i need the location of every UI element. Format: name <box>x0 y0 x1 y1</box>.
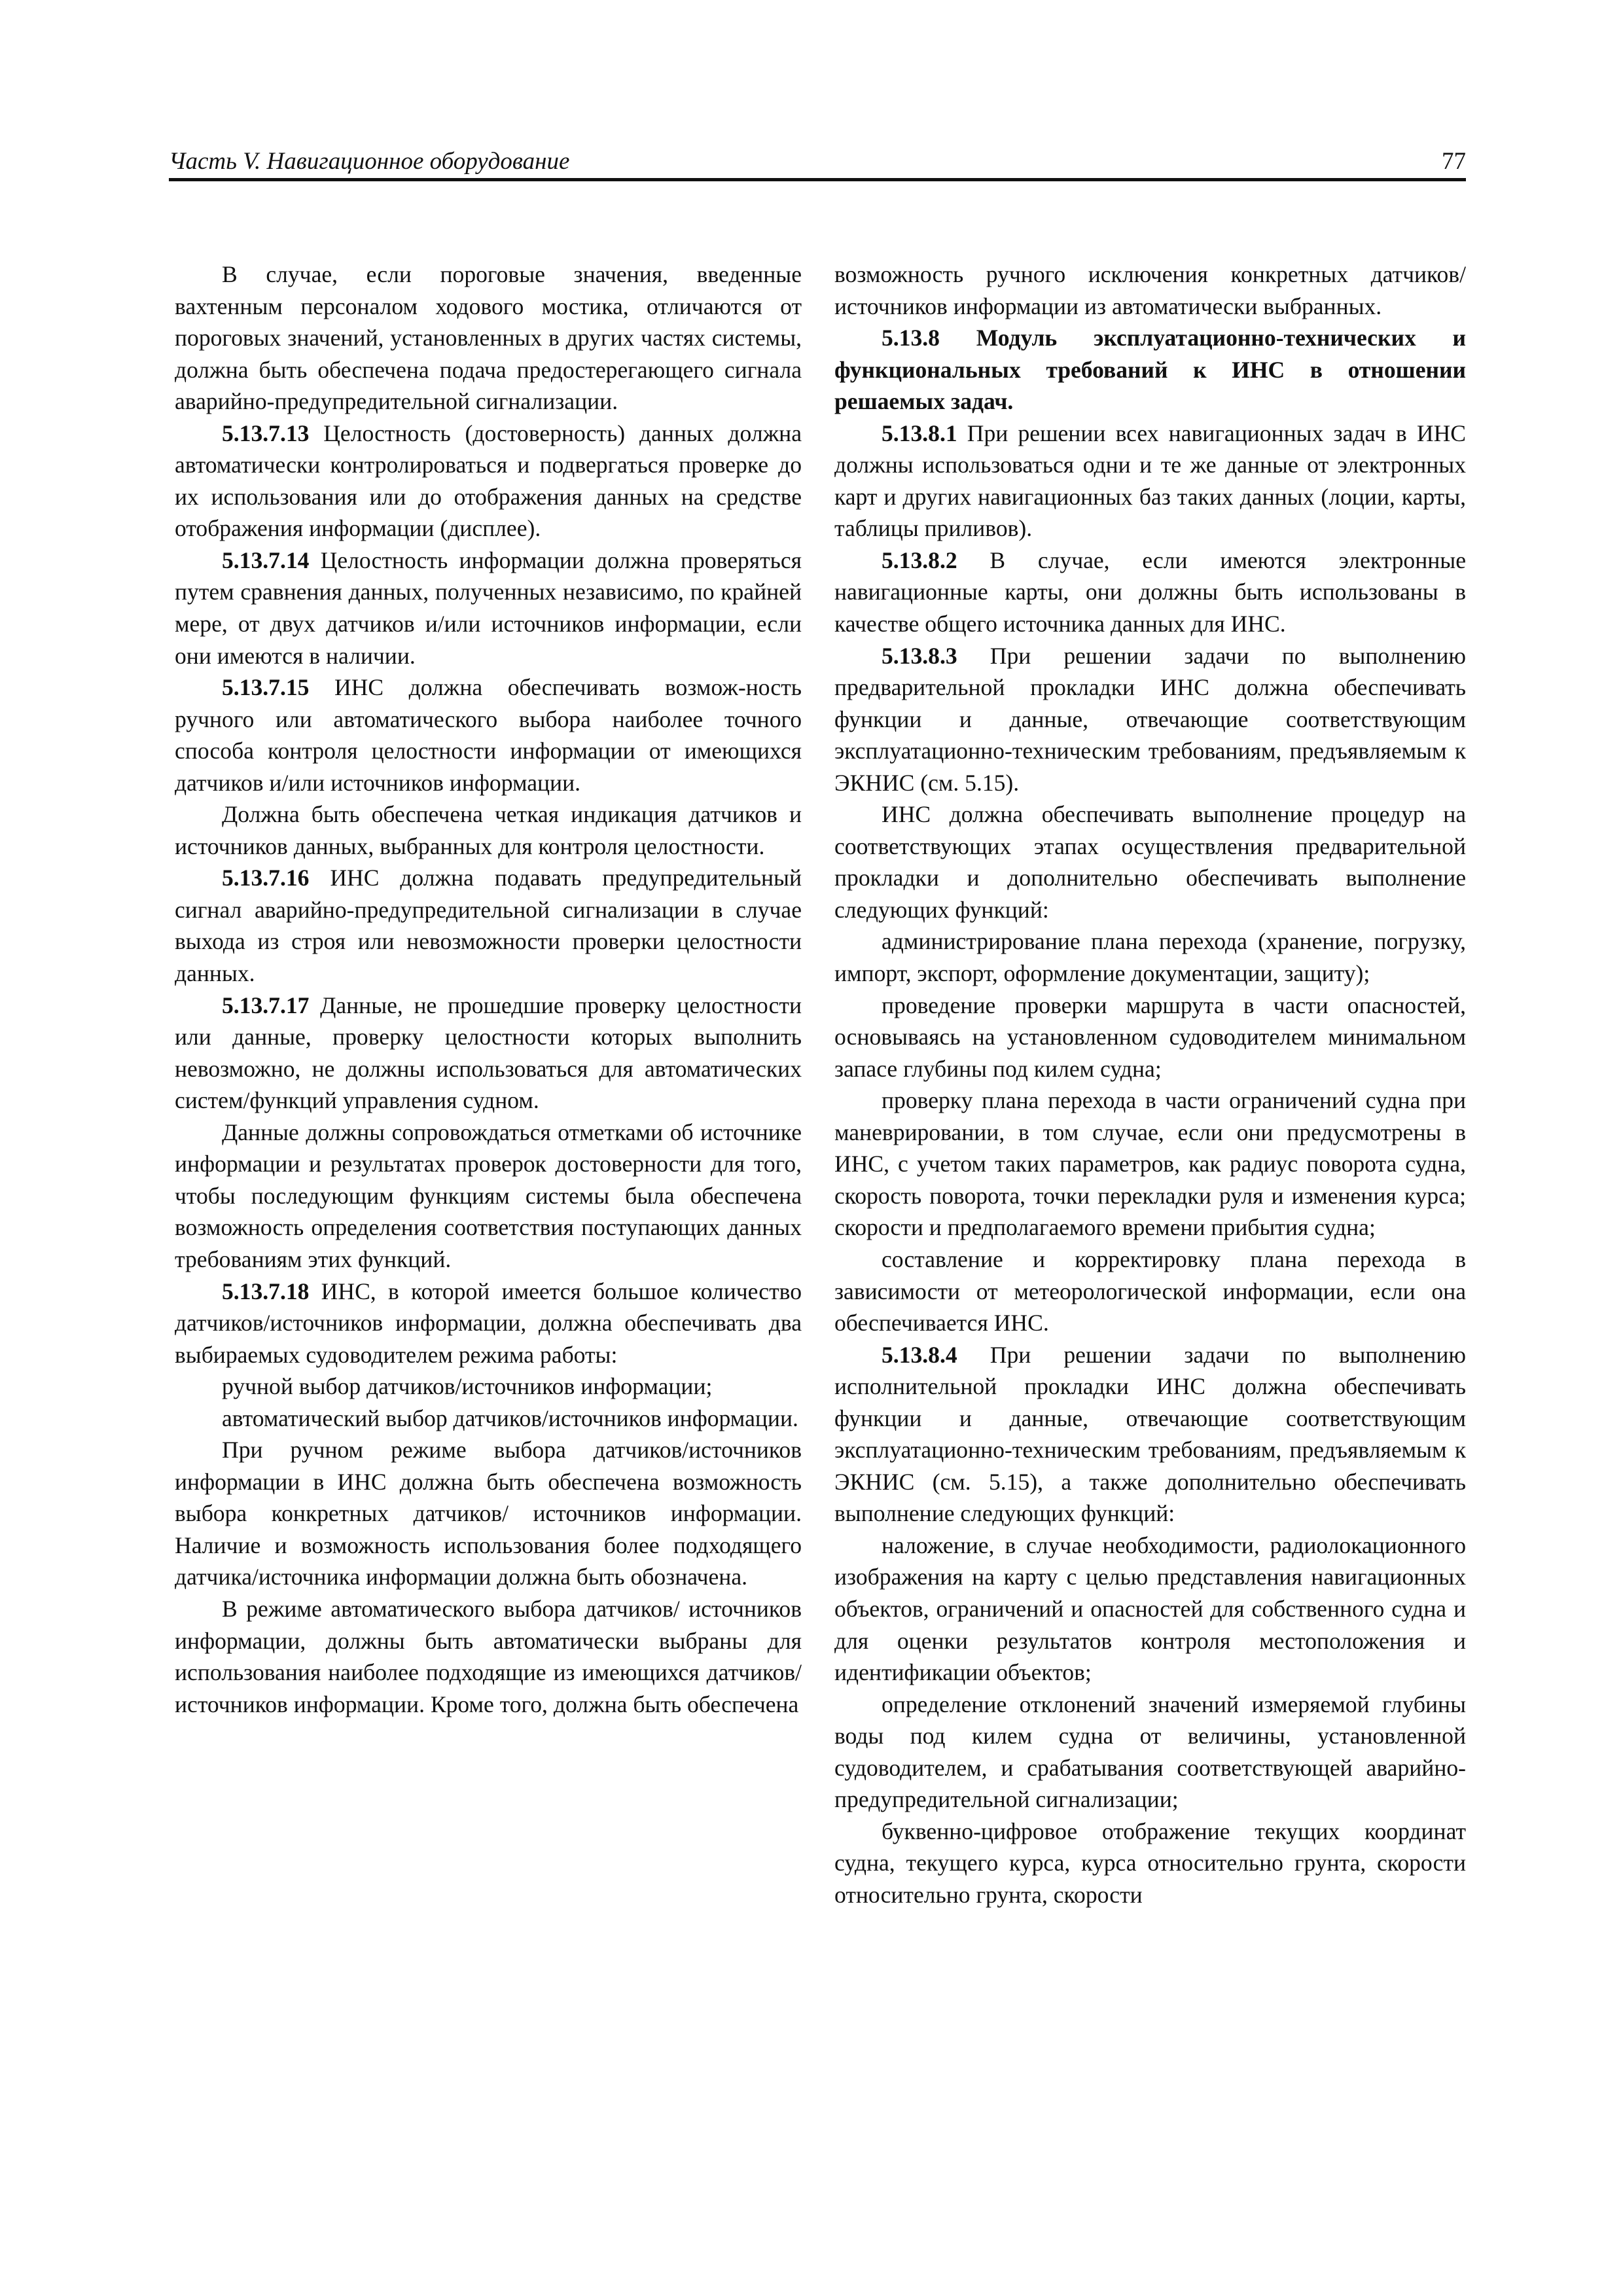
paragraph-text: Целостность информации должна проверяться путем сравнения данных, полученных независимо, по крайней мере, от двух датчиков и/или источников информации, если они имеются в наличии. <box>175 547 802 669</box>
paragraph-text: В случае, если имеются электронные навигационные карты, они должны быть использованы в качестве общего источника данных для ИНС. <box>834 547 1466 637</box>
section-heading-text: Модуль эксплуатационно-технических и функциональных требований к ИНС в отношении решаемых задач. <box>834 325 1466 415</box>
paragraph <box>834 640 1466 799</box>
paragraph <box>175 1403 802 1435</box>
section-number: 5.13.8.3 <box>882 642 957 669</box>
section-number: 5.13.7.14 <box>222 547 310 573</box>
paragraph <box>834 545 1466 640</box>
paragraph-text: В режиме автоматического выбора датчиков/ источников информации, должны быть автоматически выбраны для использования наиболее подходящие из имеющихся датчиков/источников информации. Кроме того, должна быть обеспечена <box>175 1595 802 1717</box>
paragraph <box>834 798 1466 925</box>
paragraph-text: администрирование плана перехода (хранение, погрузку, импорт, экспорт, оформление документации, защиту); <box>834 928 1466 987</box>
paragraph-text: определение отклонений значений измеряемой глубины воды под килем судна от величины, установленной судоводителем, и срабатывания соответствующей аварийно-предупредительной сигнализации; <box>834 1691 1466 1813</box>
paragraph-text: наложение, в случае необходимости, радиолокационного изображения на карту с целью представления навигационных объектов, ограничений и опасностей для собственного судна и для оценки результатов контроля местоположения и идентификации объектов; <box>834 1532 1466 1686</box>
paragraph-text: Данные, не прошедшие проверку целостности или данные, проверку целостности которых выполнить невозможно, не должны использоваться для автоматических систем/функций управления судном. <box>175 992 802 1114</box>
paragraph-text: ИНС, в которой имеется большое количество датчиков/источников информации, должна обеспечивать два выбираемых судоводителем режима работы: <box>175 1278 802 1368</box>
paragraph <box>175 1371 802 1403</box>
paragraph-text: составление и корректировку плана перехода в зависимости от метеорологической информации, если она обеспечивается ИНС. <box>834 1246 1466 1336</box>
section-number: 5.13.8 <box>882 325 940 351</box>
paragraph <box>834 1244 1466 1339</box>
paragraph <box>834 1530 1466 1689</box>
paragraph <box>175 990 802 1117</box>
paragraph-text: буквенно-цифровое отображение текущих координат судна, текущего курса, курса относительно грунта, скорости относительно грунта, скорости <box>834 1818 1466 1908</box>
paragraph <box>834 1816 1466 1911</box>
section-number: 5.13.7.18 <box>222 1278 310 1304</box>
paragraph-text: Должна быть обеспечена четкая индикация датчиков и источников данных, выбранных для контроля целостности. <box>175 801 802 859</box>
paragraph <box>175 798 802 862</box>
paragraph <box>834 322 1466 418</box>
paragraph <box>834 990 1466 1085</box>
paragraph-text: проведение проверки маршрута в части опасностей, основываясь на установленном судоводителем минимальном запасе глубины под килем судна; <box>834 992 1466 1082</box>
paragraph <box>175 862 802 989</box>
paragraph-text: В случае, если пороговые значения, введенные вахтенным персоналом ходового мостика, отличаются от пороговых значений, установленных в других частях системы, должна быть обеспечена подача предостерегающего сигнала аварийно-предупредительной сигнализации. <box>175 261 802 415</box>
running-header <box>169 145 1466 178</box>
header-rule <box>169 178 1466 181</box>
paragraph <box>834 418 1466 545</box>
paragraph <box>175 1434 802 1593</box>
paragraph-text: ИНС должна обеспечивать выполнение процедур на соответствующих этапах осуществления предварительной прокладки и дополнительно обеспечивать выполнение следующих функций: <box>834 801 1466 923</box>
section-number: 5.13.7.13 <box>222 420 310 446</box>
paragraph <box>175 1593 802 1720</box>
paragraph-text: При решении задачи по выполнению исполнительной прокладки ИНС должна обеспечивать функции и данные, отвечающие соответствующим эксплуатационно-техническим требованиям, предъявляемым к ЭКНИС (см. 5.15), а также дополнительно обеспечивать выполнение следующих функций: <box>834 1341 1466 1527</box>
right-text-column <box>834 259 1466 1910</box>
paragraph <box>834 925 1466 989</box>
running-header-title: Часть V. Навигационное оборудование <box>169 148 570 175</box>
paragraph <box>175 672 802 798</box>
paragraph-text: ИНС должна обеспечивать возмож-ность ручного или автоматического выбора наиболее точного способа контроля целостности информации от имеющихся датчиков и/или источников информации. <box>175 674 802 796</box>
paragraph <box>175 1117 802 1276</box>
paragraph-text: ИНС должна подавать предупредительный сигнал аварийно-предупредительной сигнализации в случае выхода из строя или невозможности проверки целостности данных. <box>175 865 802 987</box>
paragraph <box>834 1689 1466 1816</box>
paragraph <box>834 1085 1466 1244</box>
paragraph-text: Целостность (достоверность) данных должна автоматически контролироваться и подвергаться проверке до их использования или до отображения данных на средстве отображения информации (дисплее). <box>175 420 802 542</box>
paragraph-text: автоматический выбор датчиков/источников информации. <box>222 1405 798 1431</box>
paragraph <box>175 1276 802 1371</box>
paragraph-text: проверку плана перехода в части ограничений судна при маневрировании, в том случае, если они предусмотрены в ИНС, с учетом таких параметров, как радиус поворота судна, скорость поворота, точки перекладки руля и изменения курса; скорости и предполагаемого времени прибытия судна; <box>834 1087 1466 1241</box>
section-number: 5.13.7.16 <box>222 865 310 891</box>
paragraph-text: При решении всех навигационных задач в ИНС должны использоваться одни и те же данные от электронных карт и других навигационных баз таких данных (лоции, карты, таблицы приливов). <box>834 420 1466 542</box>
paragraph-text: возможность ручного исключения конкретных датчиков/источников информации из автоматически выбранных. <box>834 261 1466 319</box>
section-number: 5.13.8.1 <box>882 420 957 446</box>
paragraph-text: Данные должны сопровождаться отметками об источнике информации и результатах проверок достоверности для того, чтобы последующим функциям системы была обеспечена возможность определения соответствия поступающих данных требованиям этих функций. <box>175 1119 802 1272</box>
section-number: 5.13.7.17 <box>222 992 310 1018</box>
paragraph <box>834 259 1466 322</box>
section-number: 5.13.7.15 <box>222 674 310 701</box>
section-number: 5.13.8.2 <box>882 547 957 573</box>
paragraph <box>175 418 802 545</box>
paragraph <box>834 1339 1466 1530</box>
paragraph <box>175 545 802 672</box>
paragraph-text: При ручном режиме выбора датчиков/источников информации в ИНС должна быть обеспечена возможность выбора конкретных датчиков/ источников информации. Наличие и возможность использования более подходящего датчика/источника информации должна быть обозначена. <box>175 1437 802 1590</box>
page-number: 77 <box>1442 148 1466 175</box>
left-text-column <box>175 259 802 1720</box>
paragraph <box>175 259 802 418</box>
paragraph-text: При решении задачи по выполнению предварительной прокладки ИНС должна обеспечивать функции и данные, отвечающие соответствующим эксплуатационно-техническим требованиям, предъявляемым к ЭКНИС (см. 5.15). <box>834 642 1466 796</box>
paragraph-text: ручной выбор датчиков/источников информации; <box>222 1373 713 1400</box>
section-number: 5.13.8.4 <box>882 1341 957 1368</box>
